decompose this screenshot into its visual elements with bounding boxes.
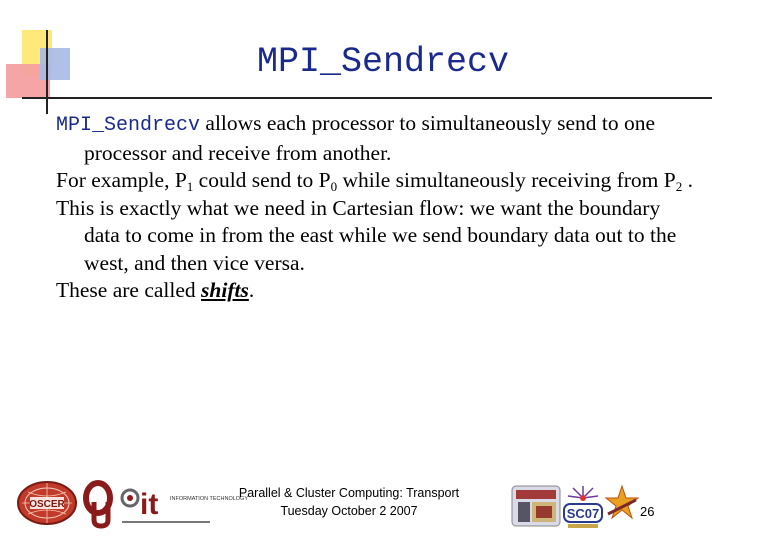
page-number: 26 <box>640 504 655 519</box>
p2-sub-0: 0 <box>330 179 338 194</box>
p4-text-a: These are called <box>56 278 202 302</box>
oscer-logo <box>16 480 78 526</box>
p2-text-a: For example, P <box>56 168 187 192</box>
p2-sub-1: 1 <box>186 179 194 194</box>
paragraph-1-text: allows each processor to simultaneously send to one processor and receive from another. <box>84 111 656 165</box>
p2-text-c: while simultaneously receiving from P <box>337 168 676 192</box>
p2-text-b: could send to P <box>193 168 331 192</box>
supercomputing-logo <box>510 484 562 528</box>
footer <box>214 484 484 520</box>
sc07-text: SC07 <box>566 506 600 521</box>
paragraph-2 <box>56 167 696 195</box>
oit-caption: INFORMATION TECHNOLOGY <box>170 496 249 502</box>
shifts-term: shifts <box>201 278 249 302</box>
sc07-logo <box>560 484 606 530</box>
star-logo <box>604 484 640 524</box>
p2-text-d: . <box>682 168 693 192</box>
footer-date: Tuesday October 2 2007 <box>280 504 418 518</box>
footer-course: Parallel & Cluster Computing: Transport <box>238 486 460 500</box>
paragraph-1 <box>56 110 696 167</box>
p2-sub-2: 2 <box>675 179 683 194</box>
svg-text:OSCER: OSCER <box>29 499 65 510</box>
oit-logo <box>120 484 249 526</box>
paragraph-4 <box>56 277 696 305</box>
code-term: MPI_Sendrecv <box>56 114 201 137</box>
p4-text-b: . <box>248 278 255 302</box>
title-divider <box>22 97 712 99</box>
slide-title: MPI_Sendrecv <box>256 42 510 82</box>
slide-body <box>56 110 696 305</box>
oit-it-text: it <box>140 488 159 521</box>
ou-logo <box>84 480 118 528</box>
paragraph-3: This is exactly what we need in Cartesian flow: we want the boundary data to come in from the east while we send boundary data out to the west, and then vice versa. <box>56 195 677 275</box>
